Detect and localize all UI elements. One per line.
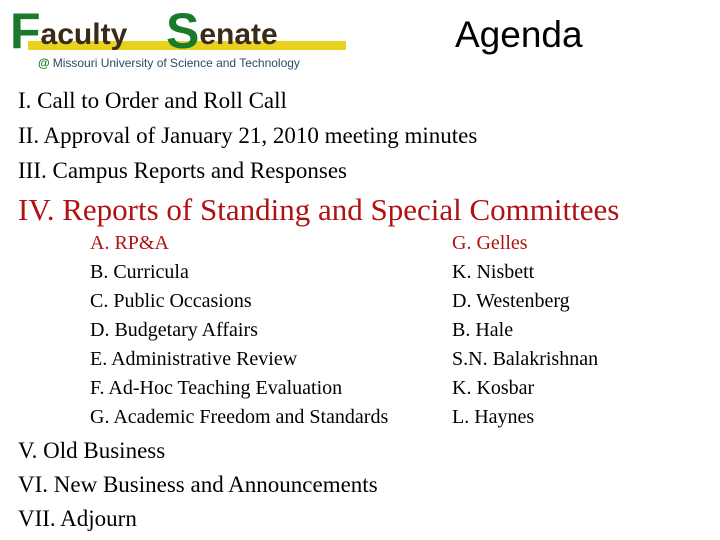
committee-label: D. Budgetary Affairs [90,319,258,341]
committee-label: C. Public Occasions [90,290,252,312]
agenda-item: II. Approval of January 21, 2010 meeting minutes [18,123,478,148]
agenda-item: V. Old Business [18,438,166,463]
page-title: Agenda [455,14,583,55]
faculty-senate-logo [8,4,338,74]
committee-chair: B. Hale [452,319,514,341]
committee-chair: K. Nisbett [452,261,535,283]
agenda-item: I. Call to Order and Roll Call [18,88,287,113]
committee-chair: L. Haynes [452,406,535,428]
agenda-item: VI. New Business and Announcements [18,472,378,497]
committee-label: F. Ad-Hoc Teaching Evaluation [90,377,343,399]
committee-chair: G. Gelles [452,232,528,254]
committee-label: E. Administrative Review [90,348,298,370]
agenda-item: III. Campus Reports and Responses [18,158,347,183]
agenda-item-highlighted: IV. Reports of Standing and Special Committees [18,192,620,227]
committee-label: G. Academic Freedom and Standards [90,406,389,428]
logo-word-faculty: Faculty [10,3,128,59]
committee-label: B. Curricula [90,261,189,283]
committee-chair: S.N. Balakrishnan [452,348,599,370]
logo-tagline: @ Missouri University of Science and Technology [38,56,300,70]
committee-label: A. RP&A [90,232,169,254]
committee-chair: D. Westenberg [452,290,570,312]
agenda-item: VII. Adjourn [18,506,137,531]
committee-chair: K. Kosbar [452,377,535,399]
logo-word-senate: Senate [166,3,278,59]
